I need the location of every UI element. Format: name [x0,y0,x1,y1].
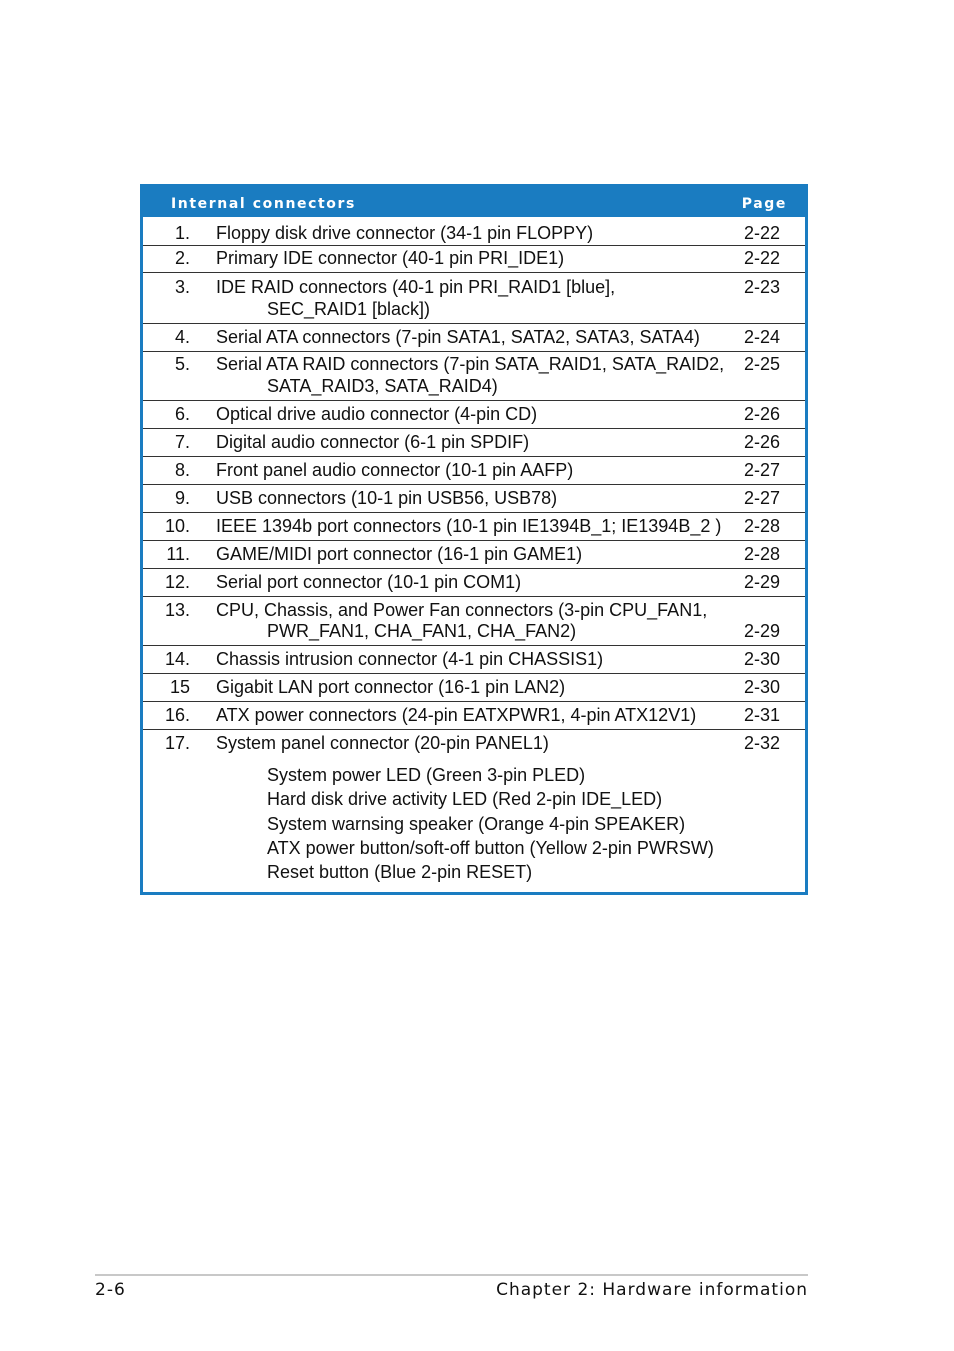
row-description: Optical drive audio connector (4-pin CD) [216,404,538,424]
table-row [143,513,805,541]
row-number: 13. [164,600,190,620]
table-row [143,246,805,273]
table-row [143,485,805,513]
row-page: 2-26 [744,404,781,424]
header-page: Page [741,196,787,212]
row-page: 2-29 [744,621,781,641]
row-description-continued: SATA_RAID3, SATA_RAID4) [267,376,498,396]
row-description-continued: SEC_RAID1 [black]) [267,299,431,319]
row-page: 2-30 [744,677,781,697]
table-header [143,187,805,217]
panel-item-power-led: System power LED (Green 3-pin PLED) [267,765,586,785]
row-description: Floppy disk drive connector (34-1 pin FLOPPY) [216,223,594,243]
table-row [143,569,805,597]
table-row [143,730,805,892]
row-number: 9. [174,488,190,508]
table-row [143,597,805,646]
table-row [143,457,805,485]
table-row [143,646,805,674]
row-page: 2-23 [744,277,781,297]
panel-item-power-button: ATX power button/soft-off button (Yellow 2-pin PWRSW) [267,838,714,858]
row-description: USB connectors (10-1 pin USB56, USB78) [216,488,558,508]
row-description: Chassis intrusion connector (4-1 pin CHASSIS1) [216,649,604,669]
footer-page-number: 2-6 [95,1280,126,1300]
header-internal-connectors: Internal connectors [171,196,356,212]
row-page: 2-32 [744,733,781,753]
row-number: 2. [174,248,190,268]
row-description: Serial port connector (10-1 pin COM1) [216,572,522,592]
row-page: 2-26 [744,432,781,452]
row-number: 16. [164,705,190,725]
connectors-table [140,184,808,895]
row-page: 2-28 [744,516,781,536]
row-description: Serial ATA connectors (7-pin SATA1, SATA2, SATA3, SATA4) [216,327,700,347]
row-number: 1. [174,223,190,243]
row-description-continued: PWR_FAN1, CHA_FAN1, CHA_FAN2) [267,621,577,641]
row-number: 17. [164,733,190,753]
row-number: 15 [169,677,190,697]
table-row [143,217,805,246]
row-description: Serial ATA RAID connectors (7-pin SATA_RAID1, SATA_RAID2, [216,354,725,374]
table-row [143,273,805,324]
row-page: 2-22 [744,223,781,243]
row-description: Front panel audio connector (10-1 pin AAFP) [216,460,574,480]
row-description: IDE RAID connectors (40-1 pin PRI_RAID1 [blue], [216,277,616,297]
table-row [143,352,805,401]
row-number: 7. [174,432,190,452]
row-page: 2-25 [744,354,781,374]
row-page: 2-27 [744,488,781,508]
table-row [143,541,805,569]
row-number: 5. [174,354,190,374]
footer-chapter-title: Chapter 2: Hardware information [496,1280,808,1300]
table-row [143,324,805,352]
table-row [143,674,805,702]
row-description: IEEE 1394b port connectors (10-1 pin IE1394B_1; IE1394B_2 ) [216,516,722,536]
row-number: 10. [164,516,190,536]
panel-item-hdd-led: Hard disk drive activity LED (Red 2-pin IDE_LED) [267,789,663,809]
row-page: 2-30 [744,649,781,669]
row-page: 2-29 [744,572,781,592]
row-number: 11. [166,544,190,564]
row-page: 2-28 [744,544,781,564]
row-number: 6. [174,404,190,424]
row-description: ATX power connectors (24-pin EATXPWR1, 4-pin ATX12V1) [216,705,697,725]
row-page: 2-24 [744,327,781,347]
row-number: 3. [174,277,190,297]
table-row [143,429,805,457]
panel-item-speaker: System warnsing speaker (Orange 4-pin SPEAKER) [267,814,686,834]
row-page: 2-27 [744,460,781,480]
row-number: 14. [164,649,190,669]
row-number: 4. [174,327,190,347]
row-number: 12. [164,572,190,592]
table-row [143,401,805,429]
table-row [143,702,805,730]
row-description: Gigabit LAN port connector (16-1 pin LAN2) [216,677,566,697]
footer-divider [95,1274,808,1276]
row-number: 8. [174,460,190,480]
panel-item-reset-button: Reset button (Blue 2-pin RESET) [267,862,533,882]
row-description: Digital audio connector (6-1 pin SPDIF) [216,432,530,452]
row-page: 2-31 [744,705,781,725]
row-description: System panel connector (20-pin PANEL1) [216,733,549,753]
row-description: GAME/MIDI port connector (16-1 pin GAME1) [216,544,583,564]
row-page: 2-22 [744,248,781,268]
row-description: CPU, Chassis, and Power Fan connectors (3-pin CPU_FAN1, [216,600,708,620]
row-description: Primary IDE connector (40-1 pin PRI_IDE1) [216,248,565,268]
